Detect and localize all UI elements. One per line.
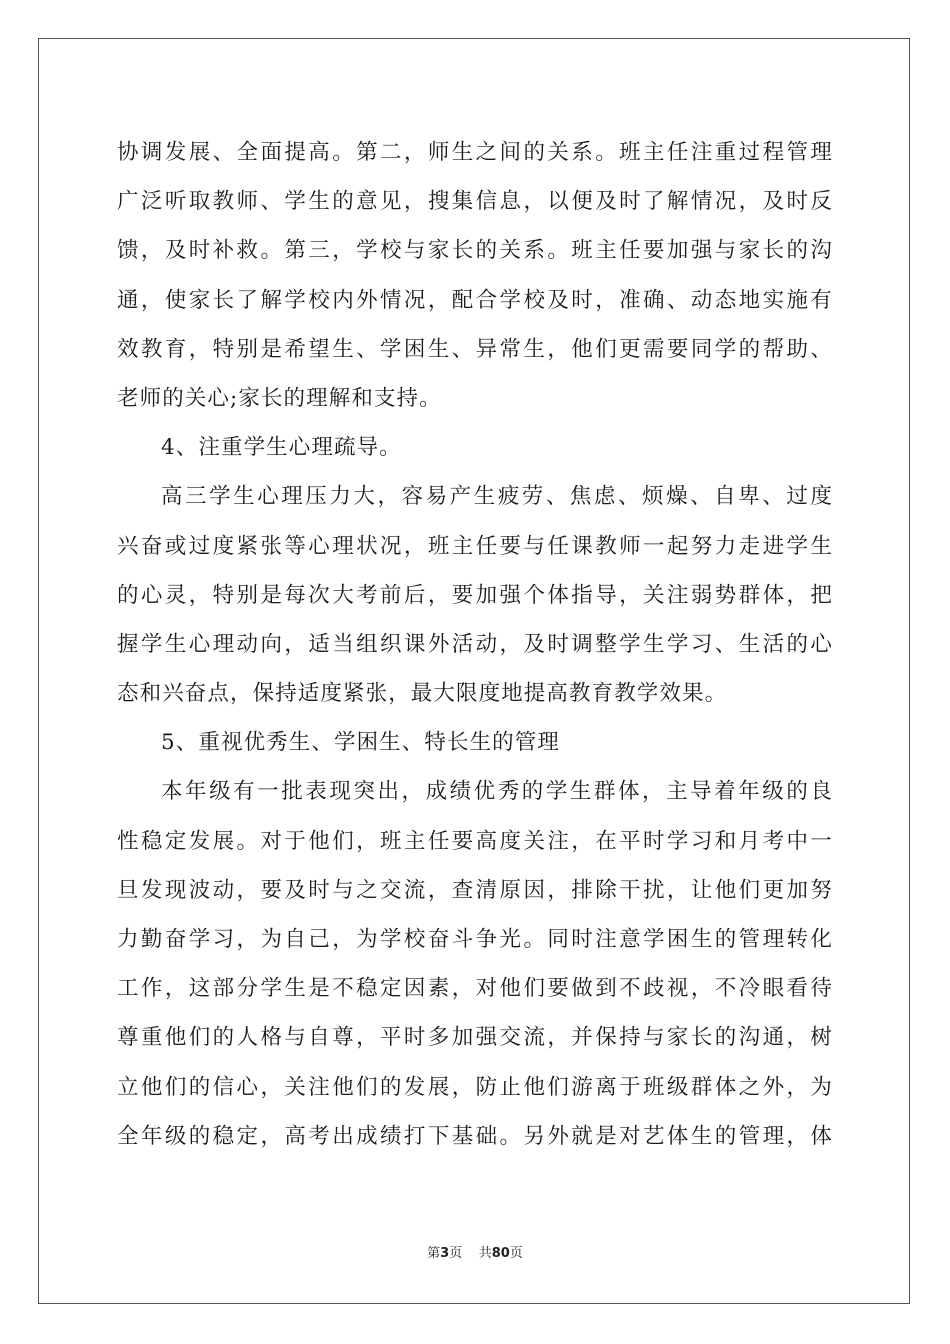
text-line: 尊重他们的人格与自尊，平时多加强交流，并保持与家长的沟通，树 — [117, 1025, 833, 1051]
total-prefix: 共 — [478, 1246, 492, 1261]
page-footer — [0, 1242, 950, 1261]
text-line: 老师的关心;家长的理解和支持。 — [117, 385, 442, 411]
text-line: 广泛听取教师、学生的意见，搜集信息，以便及时了解情况，及时反 — [117, 189, 833, 215]
text-line: 通，使家长了解学校内外情况，配合学校及时，准确、动态地实施有 — [117, 287, 833, 313]
page-suffix: 页 — [449, 1246, 463, 1261]
text-line: 性稳定发展。对于他们，班主任要高度关注，在平时学习和月考中一 — [117, 828, 833, 854]
page-prefix: 第 — [427, 1246, 441, 1261]
section-heading: 4、注重学生心理疏导。 — [161, 435, 402, 461]
text-line: 立他们的信心，关注他们的发展，防止他们游离于班级群体之外，为 — [117, 1074, 833, 1100]
text-line: 全年级的稳定，高考出成绩打下基础。另外就是对艺体生的管理，体 — [117, 1123, 833, 1149]
text-line: 旦发现波动，要及时与之交流，查清原因，排除干扰，让他们更加努 — [117, 877, 833, 903]
text-line: 的心灵，特别是每次大考前后，要加强个体指导，关注弱势群体，把 — [117, 582, 833, 608]
text-line: 高三学生心理压力大，容易产生疲劳、焦虑、烦燥、自卑、过度 — [161, 484, 833, 510]
text-line: 馈，及时补救。第三，学校与家长的关系。班主任要加强与家长的沟 — [117, 238, 833, 264]
text-line: 工作，这部分学生是不稳定因素，对他们要做到不歧视，不冷眼看待 — [117, 976, 833, 1002]
section-heading: 5、重视优秀生、学困生、特长生的管理 — [161, 730, 560, 756]
total-pages: 80 — [491, 1246, 510, 1261]
total-suffix: 页 — [509, 1246, 523, 1261]
text-line: 力勤奋学习，为自己，为学校奋斗争光。同时注意学困生的管理转化 — [117, 927, 833, 952]
text-line: 兴奋或过度紧张等心理状况，班主任要与任课教师一起努力走进学生 — [117, 533, 833, 559]
page-number: 3 — [440, 1246, 450, 1261]
text-line: 态和兴奋点，保持适度紧张，最大限度地提高教育教学效果。 — [117, 681, 728, 707]
text-line: 本年级有一批表现突出，成绩优秀的学生群体，主导着年级的良 — [161, 779, 833, 805]
text-line: 协调发展、全面提高。第二，师生之间的关系。班主任注重过程管理 — [117, 140, 833, 165]
text-line: 效教育，特别是希望生、学困生、异常生，他们更需要同学的帮助、 — [117, 336, 833, 362]
text-line: 握学生心理动向，适当组织课外活动，及时调整学生学习、生活的心 — [117, 631, 833, 657]
document-body — [117, 128, 833, 1161]
